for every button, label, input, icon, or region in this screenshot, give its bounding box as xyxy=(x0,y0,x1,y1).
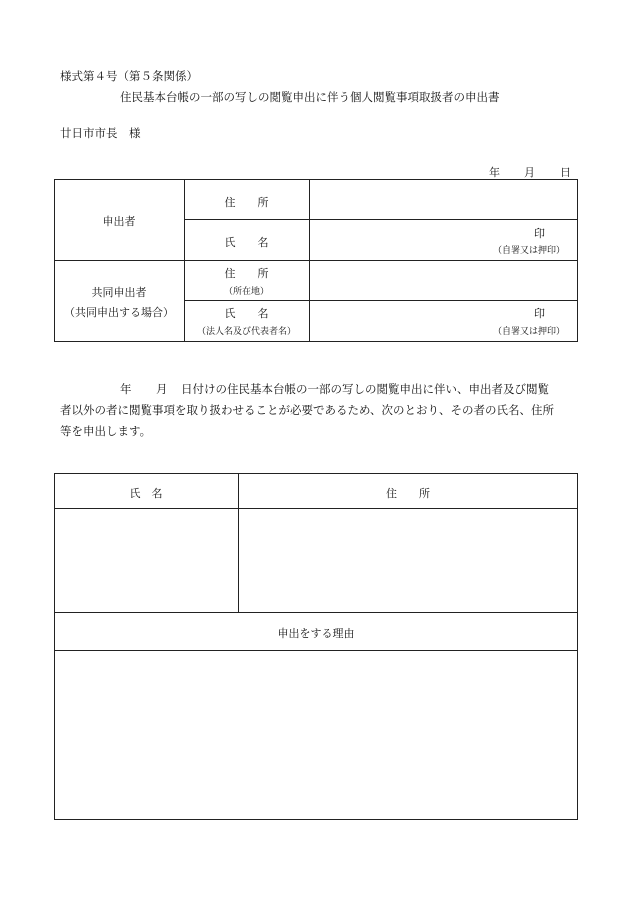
applicant-address-field[interactable] xyxy=(310,180,577,219)
applicant-address-label: 住 所 xyxy=(224,196,269,209)
joint-rep-note: （法人名及び代表者名） xyxy=(196,327,296,337)
handler-address-header: 住 所 xyxy=(386,487,430,500)
handler-address-field[interactable] xyxy=(239,509,577,611)
body-month: 月 xyxy=(156,382,168,396)
applicant-seal: 印 xyxy=(534,227,545,240)
body-year: 年 xyxy=(120,382,132,396)
form-title: 住民基本台帳の一部の写しの閲覧申出に伴う個人閲覧事項取扱者の申出書 xyxy=(120,90,500,104)
applicant-label: 申出者 xyxy=(102,215,136,228)
date-month: 月 xyxy=(524,166,535,179)
joint-seal-note: （自署又は押印） xyxy=(492,327,565,337)
applicant-seal-note: （自署又は押印） xyxy=(492,246,565,256)
handler-name-header: 氏 名 xyxy=(129,487,163,500)
body-text-line3: 等を申出します。 xyxy=(60,424,152,438)
form-number: 様式第４号（第５条関係） xyxy=(60,69,198,83)
joint-location-note: （所在地） xyxy=(223,287,269,297)
handler-name-field[interactable] xyxy=(55,509,237,611)
joint-address-field[interactable] xyxy=(310,261,577,300)
table-divider xyxy=(54,612,578,613)
applicant-name-label: 氏 名 xyxy=(224,236,269,249)
body-text-line1: 日付けの住民基本台帳の一部の写しの閲覧申出に伴い、申出者及び閲覧 xyxy=(181,382,549,396)
date-year: 年 xyxy=(489,166,500,179)
addressee: 廿日市市長 様 xyxy=(60,126,141,140)
joint-name-field[interactable] xyxy=(310,301,490,341)
applicant-name-field[interactable] xyxy=(310,220,490,259)
joint-name-label: 氏 名 xyxy=(224,307,269,320)
joint-address-label: 住 所 xyxy=(224,267,269,280)
joint-applicant-label: 共同申出者 xyxy=(91,286,147,299)
date-day: 日 xyxy=(560,166,571,179)
body-text-line2: 者以外の者に閲覧事項を取り扱わせることが必要であるため、次のとおり、その者の氏名、住所 xyxy=(60,403,555,417)
joint-seal: 印 xyxy=(534,307,545,320)
joint-applicant-note: （共同申出する場合） xyxy=(64,306,174,319)
reason-field[interactable] xyxy=(55,651,577,819)
reason-header: 申出をする理由 xyxy=(277,627,355,640)
